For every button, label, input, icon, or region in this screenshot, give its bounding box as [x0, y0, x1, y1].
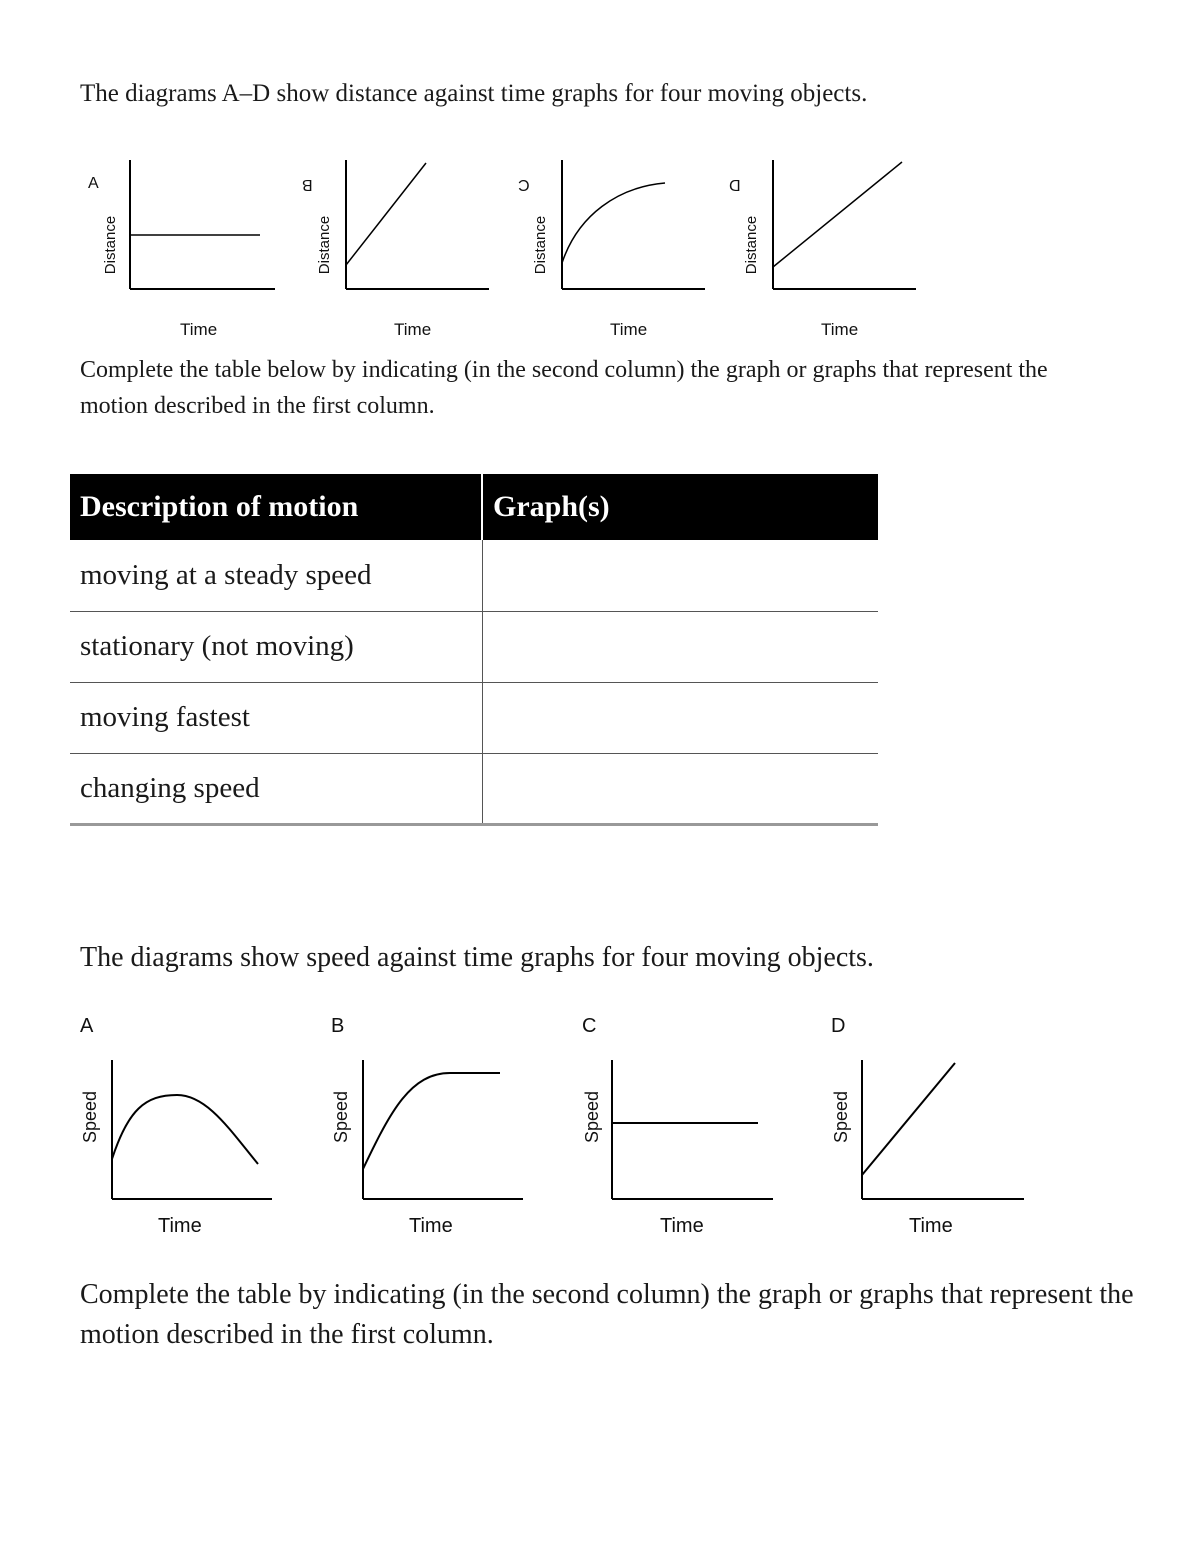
description-cell: moving fastest	[70, 682, 482, 753]
description-cell: moving at a steady speed	[70, 540, 482, 611]
table-row	[70, 682, 878, 753]
graph-label: A	[80, 1015, 94, 1037]
graph-label: D	[729, 176, 741, 193]
table-row	[70, 540, 878, 611]
instruction-text-speed: Complete the table by indicating (in the second column) the graph or graphs that represent the motion described in the first column.	[80, 1279, 1134, 1350]
answer-cell[interactable]	[482, 611, 878, 682]
description-cell: stationary (not moving)	[70, 611, 482, 682]
x-axis-label: Time	[909, 1215, 953, 1237]
graph-curve	[346, 163, 426, 265]
distance-graph-a	[88, 175, 288, 345]
graph-curve	[112, 1095, 258, 1164]
header-graphs: Graph(s)	[482, 474, 878, 540]
graph-curve	[773, 162, 902, 267]
description-cell: changing speed	[70, 753, 482, 824]
distance-graph-d	[729, 175, 929, 345]
x-axis-label: Time	[660, 1215, 704, 1237]
instruction-text: Complete the table below by indicating (in the second column) the graph or graphs that represent the motion described in the first column.	[80, 357, 1048, 419]
graph-label: D	[831, 1015, 846, 1037]
x-axis-label: Time	[394, 320, 432, 339]
answer-cell[interactable]	[482, 753, 878, 824]
x-axis-label: Time	[821, 320, 859, 339]
answer-cell[interactable]	[482, 540, 878, 611]
y-axis-label: Speed	[331, 1090, 351, 1144]
graph-label: B	[331, 1015, 345, 1037]
y-axis-label: Distance	[532, 215, 549, 275]
y-axis-label: Speed	[80, 1090, 100, 1144]
table-row	[70, 753, 878, 824]
y-axis-label: Distance	[102, 215, 119, 275]
x-axis-label: Time	[180, 320, 218, 339]
x-axis-label: Time	[610, 320, 648, 339]
distance-graph-c	[518, 175, 718, 345]
graph-label: C	[518, 176, 530, 193]
speed-graph-d	[831, 1015, 1041, 1250]
table-header-row	[70, 474, 878, 540]
speed-graph-b	[331, 1015, 541, 1250]
y-axis-label: Distance	[316, 215, 333, 275]
speed-graph-a	[80, 1015, 290, 1250]
graph-label: B	[302, 176, 313, 193]
y-axis-label: Speed	[831, 1090, 851, 1144]
graph-label: A	[88, 175, 99, 192]
graph-curve	[363, 1073, 500, 1169]
y-axis-label: Distance	[743, 215, 760, 275]
graph-curve	[862, 1063, 955, 1175]
speed-graph-c	[582, 1015, 792, 1250]
x-axis-label: Time	[158, 1215, 202, 1237]
distance-graph-b	[302, 175, 502, 345]
graph-curve	[562, 183, 665, 263]
table-row	[70, 611, 878, 682]
motion-table	[70, 474, 878, 826]
intro-text: The diagrams A–D show distance against time graphs for four moving objects.	[80, 80, 868, 107]
answer-cell[interactable]	[482, 682, 878, 753]
intro-text-speed: The diagrams show speed against time graphs for four moving objects.	[80, 942, 874, 973]
y-axis-label: Speed	[582, 1090, 602, 1144]
graph-label: C	[582, 1015, 597, 1037]
x-axis-label: Time	[409, 1215, 453, 1237]
header-description: Description of motion	[70, 474, 482, 540]
